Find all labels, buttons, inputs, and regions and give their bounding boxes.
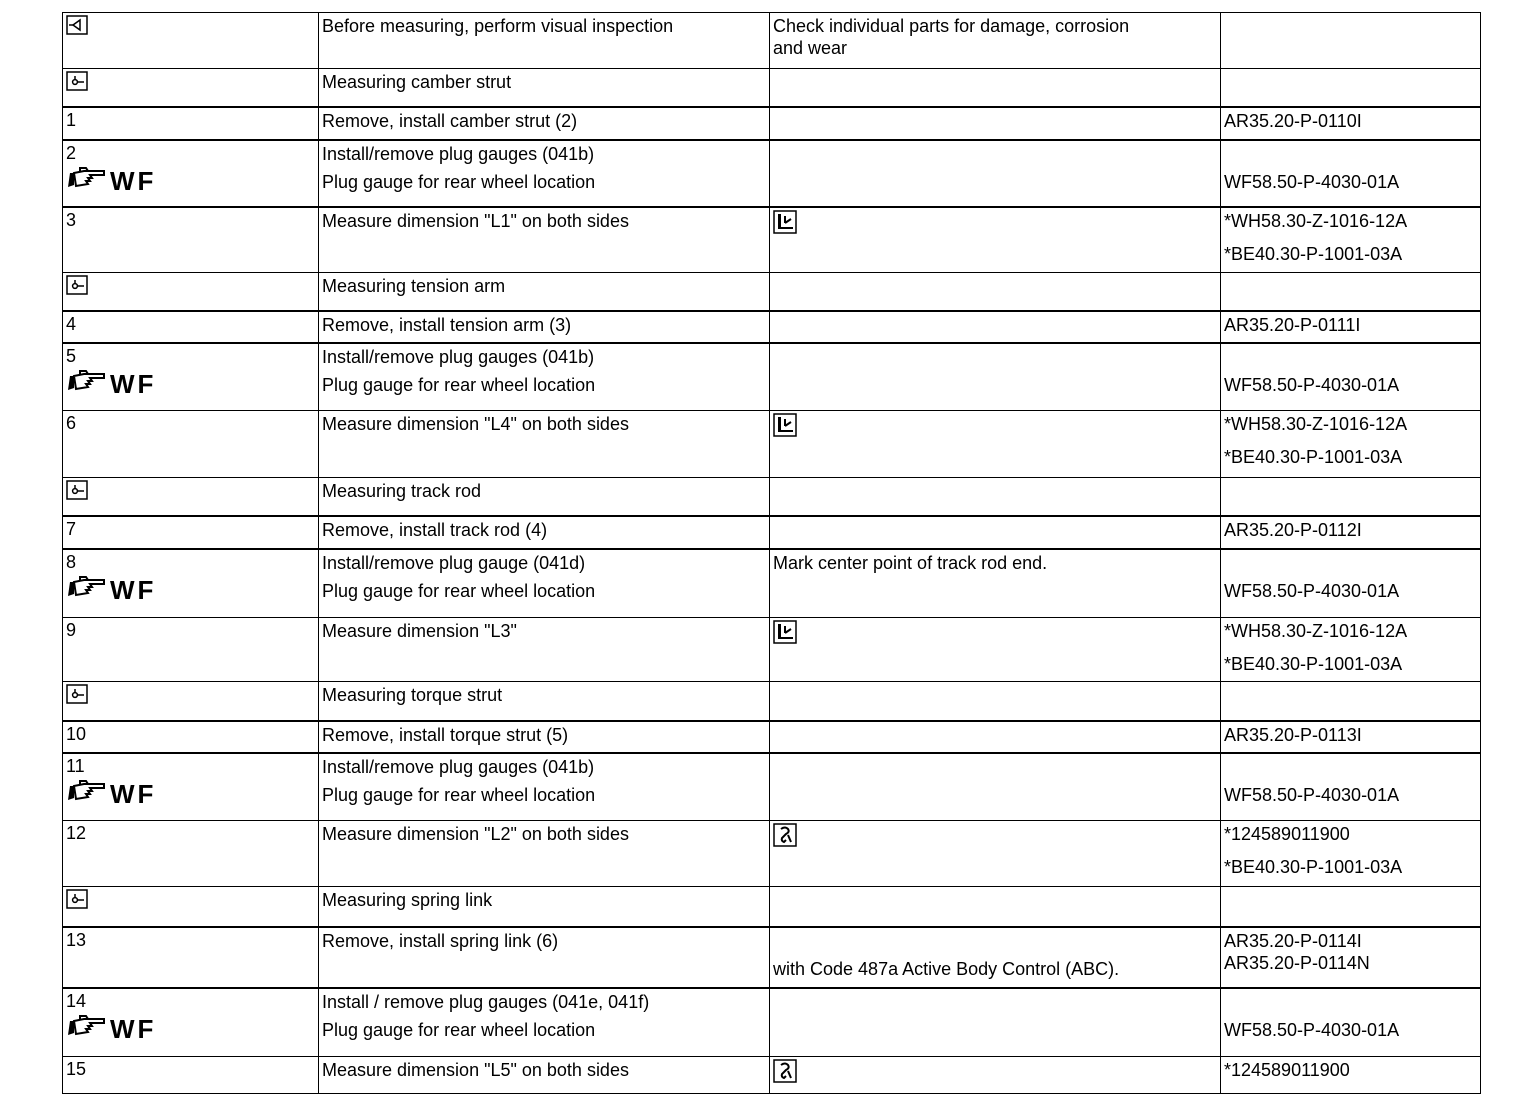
description-cell bbox=[319, 753, 770, 821]
table-row bbox=[63, 927, 1481, 988]
work-instruction-marker bbox=[66, 576, 315, 604]
description-cell bbox=[319, 107, 770, 140]
step-cell bbox=[63, 821, 319, 887]
step-number: 14 bbox=[66, 990, 87, 1011]
table-row bbox=[63, 207, 1481, 273]
description-text: Install / remove plug gauges (041e, 041f) bbox=[322, 991, 650, 1012]
step-cell bbox=[63, 69, 319, 107]
reference-cell bbox=[1221, 516, 1481, 549]
table-row bbox=[63, 69, 1481, 107]
document-reference[interactable]: *WH58.30-Z-1016-12A bbox=[1224, 414, 1408, 434]
step-cell bbox=[63, 753, 319, 821]
step-number: 2 bbox=[66, 142, 77, 163]
table-row bbox=[63, 682, 1481, 721]
table-row bbox=[63, 140, 1481, 207]
description-text: Measure dimension "L3" bbox=[322, 621, 517, 641]
section-icon bbox=[66, 275, 88, 300]
table-row bbox=[63, 13, 1481, 69]
reference-cell bbox=[1221, 107, 1481, 140]
reference-cell bbox=[1221, 682, 1481, 721]
document-reference bbox=[1224, 346, 1477, 368]
step-cell bbox=[63, 140, 319, 207]
procedure-sheet bbox=[62, 12, 1480, 1098]
reference-cell bbox=[1221, 988, 1481, 1057]
step-number: 11 bbox=[66, 755, 85, 776]
step-number: 13 bbox=[66, 929, 87, 950]
description-text: Plug gauge for rear wheel location bbox=[322, 580, 596, 601]
step-number: 7 bbox=[66, 518, 77, 539]
step-number: 4 bbox=[66, 313, 77, 334]
work-instruction-marker bbox=[66, 167, 315, 195]
step-cell bbox=[63, 13, 319, 69]
description-text: Plug gauge for rear wheel location bbox=[322, 171, 596, 192]
wf-label: WF bbox=[110, 574, 157, 605]
note-cell bbox=[770, 273, 1221, 311]
description-text: Remove, install camber strut (2) bbox=[322, 110, 578, 131]
document-reference[interactable]: AR35.20-P-0112I bbox=[1224, 519, 1362, 540]
wf-label: WF bbox=[110, 778, 157, 809]
description-cell bbox=[319, 988, 770, 1057]
step-cell bbox=[63, 988, 319, 1057]
document-reference[interactable]: AR35.20-P-0113I bbox=[1224, 724, 1362, 745]
note-cell bbox=[770, 107, 1221, 140]
description-cell bbox=[319, 411, 770, 478]
description-text: Remove, install spring link (6) bbox=[322, 930, 559, 951]
table-row bbox=[63, 516, 1481, 549]
note-cell bbox=[770, 311, 1221, 343]
measure-icon bbox=[773, 210, 797, 239]
hand-icon bbox=[66, 778, 106, 809]
section-icon bbox=[66, 71, 88, 96]
description-text: Install/remove plug gauges (041b) bbox=[322, 143, 595, 164]
description-text: Install/remove plug gauge (041d) bbox=[322, 552, 586, 573]
step-cell bbox=[63, 1057, 319, 1094]
step-cell bbox=[63, 478, 319, 516]
description-text: Measuring camber strut bbox=[322, 72, 512, 92]
note-cell bbox=[770, 549, 1221, 618]
note-cell bbox=[770, 140, 1221, 207]
step-number: 15 bbox=[66, 1059, 87, 1079]
description-text: Plug gauge for rear wheel location bbox=[322, 374, 596, 395]
table-row bbox=[63, 1057, 1481, 1094]
note-cell bbox=[770, 887, 1221, 927]
table-row bbox=[63, 618, 1481, 682]
step-cell bbox=[63, 927, 319, 988]
hand-icon bbox=[66, 368, 106, 399]
reference-cell bbox=[1221, 927, 1481, 988]
table-row bbox=[63, 311, 1481, 343]
reference-cell bbox=[1221, 821, 1481, 887]
document-reference[interactable]: *BE40.30-P-1001-03A bbox=[1224, 447, 1403, 467]
description-cell bbox=[319, 311, 770, 343]
note-cell bbox=[770, 411, 1221, 478]
step-cell bbox=[63, 411, 319, 478]
document-reference[interactable]: WF58.50-P-4030-01A bbox=[1224, 580, 1400, 601]
document-reference[interactable]: WF58.50-P-4030-01A bbox=[1224, 171, 1400, 192]
document-reference[interactable]: *BE40.30-P-1001-03A bbox=[1224, 857, 1403, 877]
measure-icon bbox=[773, 620, 797, 649]
note-cell bbox=[770, 207, 1221, 273]
reference-cell bbox=[1221, 13, 1481, 69]
step-number: 6 bbox=[66, 413, 77, 433]
table-row bbox=[63, 988, 1481, 1057]
table-row bbox=[63, 478, 1481, 516]
step-cell bbox=[63, 682, 319, 721]
section-icon bbox=[66, 684, 88, 709]
table-row bbox=[63, 821, 1481, 887]
table-row bbox=[63, 753, 1481, 821]
description-cell bbox=[319, 721, 770, 753]
note-cell bbox=[770, 682, 1221, 721]
description-text: Measuring track rod bbox=[322, 481, 482, 501]
description-text: Remove, install track rod (4) bbox=[322, 519, 548, 540]
reference-cell bbox=[1221, 69, 1481, 107]
step-cell bbox=[63, 887, 319, 927]
wf-label: WF bbox=[110, 368, 157, 399]
description-cell bbox=[319, 682, 770, 721]
reference-cell bbox=[1221, 721, 1481, 753]
reference-cell bbox=[1221, 753, 1481, 821]
description-cell bbox=[319, 13, 770, 69]
description-text: Measuring torque strut bbox=[322, 685, 503, 705]
document-reference bbox=[1224, 552, 1477, 574]
note-text: and wear bbox=[773, 38, 848, 58]
description-text: Measuring spring link bbox=[322, 890, 493, 910]
description-text: Before measuring, perform visual inspection bbox=[322, 16, 674, 36]
note-text: Check individual parts for damage, corrosion bbox=[773, 16, 1130, 36]
table-row bbox=[63, 343, 1481, 411]
table-row bbox=[63, 273, 1481, 311]
document-reference[interactable]: *BE40.30-P-1001-03A bbox=[1224, 243, 1403, 264]
table-row bbox=[63, 107, 1481, 140]
reference-cell bbox=[1221, 311, 1481, 343]
reference-cell bbox=[1221, 140, 1481, 207]
hand-icon bbox=[66, 165, 106, 196]
table-row bbox=[63, 549, 1481, 618]
step-number: 10 bbox=[66, 723, 87, 744]
hand-icon bbox=[66, 1013, 106, 1044]
reference-cell bbox=[1221, 618, 1481, 682]
description-cell bbox=[319, 478, 770, 516]
description-cell bbox=[319, 273, 770, 311]
note-cell bbox=[770, 618, 1221, 682]
description-cell bbox=[319, 887, 770, 927]
note-cell bbox=[770, 927, 1221, 988]
reference-cell bbox=[1221, 1057, 1481, 1094]
description-cell bbox=[319, 69, 770, 107]
description-cell bbox=[319, 618, 770, 682]
note-text: with Code 487a Active Body Control (ABC). bbox=[773, 958, 1120, 979]
reference-cell bbox=[1221, 549, 1481, 618]
step-number: 8 bbox=[66, 551, 77, 572]
description-text: Remove, install torque strut (5) bbox=[322, 724, 569, 745]
step-cell bbox=[63, 516, 319, 549]
work-instruction-marker bbox=[66, 780, 315, 808]
section-icon bbox=[66, 480, 88, 505]
step-number: 1 bbox=[66, 109, 77, 130]
document-reference bbox=[1224, 143, 1477, 165]
document-reference[interactable]: *WH58.30-Z-1016-12A bbox=[1224, 621, 1408, 641]
document-reference bbox=[1224, 756, 1477, 778]
note-cell bbox=[770, 721, 1221, 753]
description-text: Measuring tension arm bbox=[322, 276, 506, 296]
reference-cell bbox=[1221, 207, 1481, 273]
description-cell bbox=[319, 207, 770, 273]
step-number: 3 bbox=[66, 209, 77, 230]
table-row bbox=[63, 411, 1481, 478]
document-reference[interactable]: AR35.20-P-0114I bbox=[1224, 930, 1362, 951]
description-text: Measure dimension "L4" on both sides bbox=[322, 414, 629, 434]
step-number: 12 bbox=[66, 823, 87, 843]
description-text: Install/remove plug gauges (041b) bbox=[322, 346, 595, 367]
note-cell bbox=[770, 753, 1221, 821]
document-reference[interactable]: *WH58.30-Z-1016-12A bbox=[1224, 210, 1408, 231]
reference-cell bbox=[1221, 411, 1481, 478]
document-reference[interactable]: WF58.50-P-4030-01A bbox=[1224, 374, 1400, 395]
step-cell bbox=[63, 549, 319, 618]
note-cell bbox=[770, 516, 1221, 549]
table-row bbox=[63, 721, 1481, 753]
tool-icon bbox=[773, 823, 797, 852]
description-cell bbox=[319, 1057, 770, 1094]
document-reference[interactable]: AR35.20-P-0111I bbox=[1224, 314, 1361, 335]
document-reference bbox=[1224, 991, 1477, 1013]
table-row bbox=[63, 887, 1481, 927]
description-cell bbox=[319, 821, 770, 887]
description-cell bbox=[319, 343, 770, 411]
tool-icon bbox=[773, 1059, 797, 1088]
description-text: Install/remove plug gauges (041b) bbox=[322, 756, 595, 777]
description-text: Plug gauge for rear wheel location bbox=[322, 784, 596, 805]
note-cell bbox=[770, 343, 1221, 411]
step-cell bbox=[63, 311, 319, 343]
document-reference[interactable]: AR35.20-P-0110I bbox=[1224, 110, 1362, 131]
procedure-table bbox=[62, 12, 1481, 1094]
description-text: Measure dimension "L2" on both sides bbox=[322, 824, 629, 844]
note-cell bbox=[770, 13, 1221, 69]
wf-label: WF bbox=[110, 165, 157, 196]
step-cell bbox=[63, 273, 319, 311]
document-reference[interactable]: WF58.50-P-4030-01A bbox=[1224, 1019, 1400, 1040]
document-reference[interactable]: *124589011900 bbox=[1224, 1060, 1350, 1080]
description-cell bbox=[319, 516, 770, 549]
wf-label: WF bbox=[110, 1013, 157, 1044]
reference-cell bbox=[1221, 478, 1481, 516]
note-text: Mark center point of track rod end. bbox=[773, 552, 1048, 573]
note-icon bbox=[66, 15, 88, 40]
description-text: Plug gauge for rear wheel location bbox=[322, 1019, 596, 1040]
step-number: 5 bbox=[66, 345, 77, 366]
section-icon bbox=[66, 889, 88, 914]
work-instruction-marker bbox=[66, 1015, 315, 1043]
step-cell bbox=[63, 207, 319, 273]
description-text: Measure dimension "L5" on both sides bbox=[322, 1060, 629, 1080]
description-cell bbox=[319, 927, 770, 988]
description-cell bbox=[319, 549, 770, 618]
step-cell bbox=[63, 343, 319, 411]
step-cell bbox=[63, 721, 319, 753]
description-text: Remove, install tension arm (3) bbox=[322, 314, 572, 335]
hand-icon bbox=[66, 574, 106, 605]
reference-cell bbox=[1221, 273, 1481, 311]
document-reference[interactable]: WF58.50-P-4030-01A bbox=[1224, 784, 1400, 805]
step-cell bbox=[63, 107, 319, 140]
work-instruction-marker bbox=[66, 370, 315, 398]
note-cell bbox=[770, 1057, 1221, 1094]
note-cell bbox=[770, 821, 1221, 887]
document-reference[interactable]: *BE40.30-P-1001-03A bbox=[1224, 654, 1403, 674]
reference-cell bbox=[1221, 343, 1481, 411]
reference-cell bbox=[1221, 887, 1481, 927]
description-cell bbox=[319, 140, 770, 207]
note-cell bbox=[770, 988, 1221, 1057]
document-reference[interactable]: *124589011900 bbox=[1224, 824, 1350, 844]
note-cell bbox=[770, 478, 1221, 516]
description-text: Measure dimension "L1" on both sides bbox=[322, 210, 629, 231]
note-cell bbox=[770, 69, 1221, 107]
document-reference[interactable]: AR35.20-P-0114N bbox=[1224, 952, 1370, 973]
step-number: 9 bbox=[66, 620, 77, 640]
step-cell bbox=[63, 618, 319, 682]
measure-icon bbox=[773, 413, 797, 442]
